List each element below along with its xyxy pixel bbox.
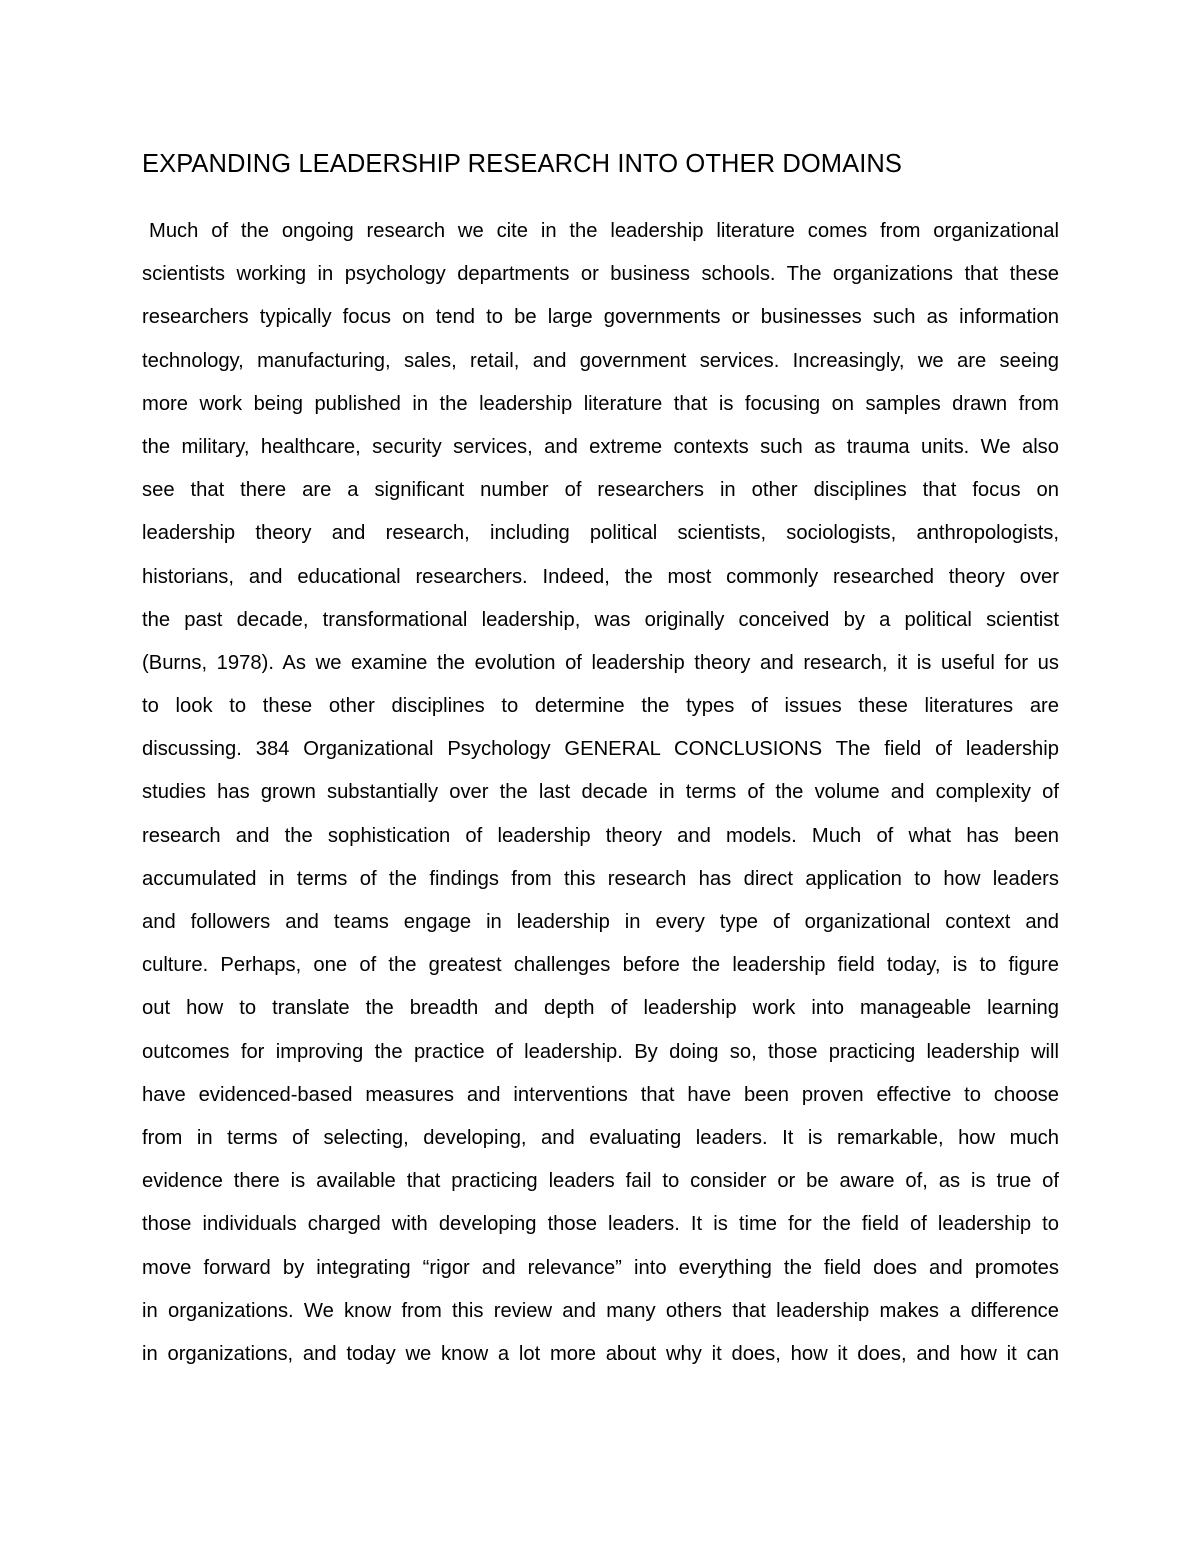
text-line: more work being published in the leadership literature that is focusing on samples drawn from — [142, 392, 1059, 415]
text-line: researchers typically focus on tend to be large governments or businesses such as information — [142, 306, 1059, 329]
text-line: (Burns, 1978). As we examine the evolution of leadership theory and research, it is useful for us — [142, 651, 1059, 674]
text-line: studies has grown substantially over the last decade in terms of the volume and complexity of — [142, 781, 1059, 804]
text-line: out how to translate the breadth and depth of leadership work into manageable learning — [142, 997, 1059, 1020]
text-line: technology, manufacturing, sales, retail, and government services. Increasingly, we are seeing — [142, 349, 1059, 372]
text-line: have evidenced-based measures and interventions that have been proven effective to choose — [142, 1083, 1059, 1106]
text-line: accumulated in terms of the findings from this research has direct application to how leaders — [142, 867, 1059, 890]
text-line: research and the sophistication of leadership theory and models. Much of what has been — [142, 824, 1059, 847]
text-line: evidence there is available that practicing leaders fail to consider or be aware of, as is true of — [142, 1170, 1059, 1193]
text-line: the military, healthcare, security services, and extreme contexts such as trauma units. We also — [142, 435, 1059, 458]
text-line: discussing. 384 Organizational Psychology GENERAL CONCLUSIONS The field of leadership — [142, 738, 1059, 761]
text-line: the past decade, transformational leadership, was originally conceived by a political scientist — [142, 608, 1059, 631]
text-line: to look to these other disciplines to determine the types of issues these literatures are — [142, 695, 1059, 718]
body-paragraph — [142, 210, 1059, 1376]
text-line: from in terms of selecting, developing, and evaluating leaders. It is remarkable, how much — [142, 1126, 1059, 1149]
text-line: move forward by integrating “rigor and relevance” into everything the field does and promotes — [142, 1256, 1059, 1279]
text-line: outcomes for improving the practice of leadership. By doing so, those practicing leadership will — [142, 1040, 1059, 1063]
text-line: those individuals charged with developing those leaders. It is time for the field of leadership to — [142, 1213, 1059, 1236]
text-line: leadership theory and research, including political scientists, sociologists, anthropologists, — [142, 522, 1059, 545]
text-line: scientists working in psychology departments or business schools. The organizations that these — [142, 263, 1059, 286]
document-title: EXPANDING LEADERSHIP RESEARCH INTO OTHER DOMAINS — [142, 150, 903, 178]
text-line: culture. Perhaps, one of the greatest challenges before the leadership field today, is to figure — [142, 954, 1059, 977]
text-line: in organizations. We know from this review and many others that leadership makes a difference — [142, 1299, 1059, 1322]
text-line: in organizations, and today we know a lot more about why it does, how it does, and how it can — [142, 1342, 1059, 1365]
text-line: historians, and educational researchers. Indeed, the most commonly researched theory over — [142, 565, 1059, 588]
text-line: see that there are a significant number of researchers in other disciplines that focus on — [142, 479, 1059, 502]
text-line: and followers and teams engage in leadership in every type of organizational context and — [142, 911, 1059, 933]
text-line: Much of the ongoing research we cite in the leadership literature comes from organizational — [149, 220, 1059, 242]
